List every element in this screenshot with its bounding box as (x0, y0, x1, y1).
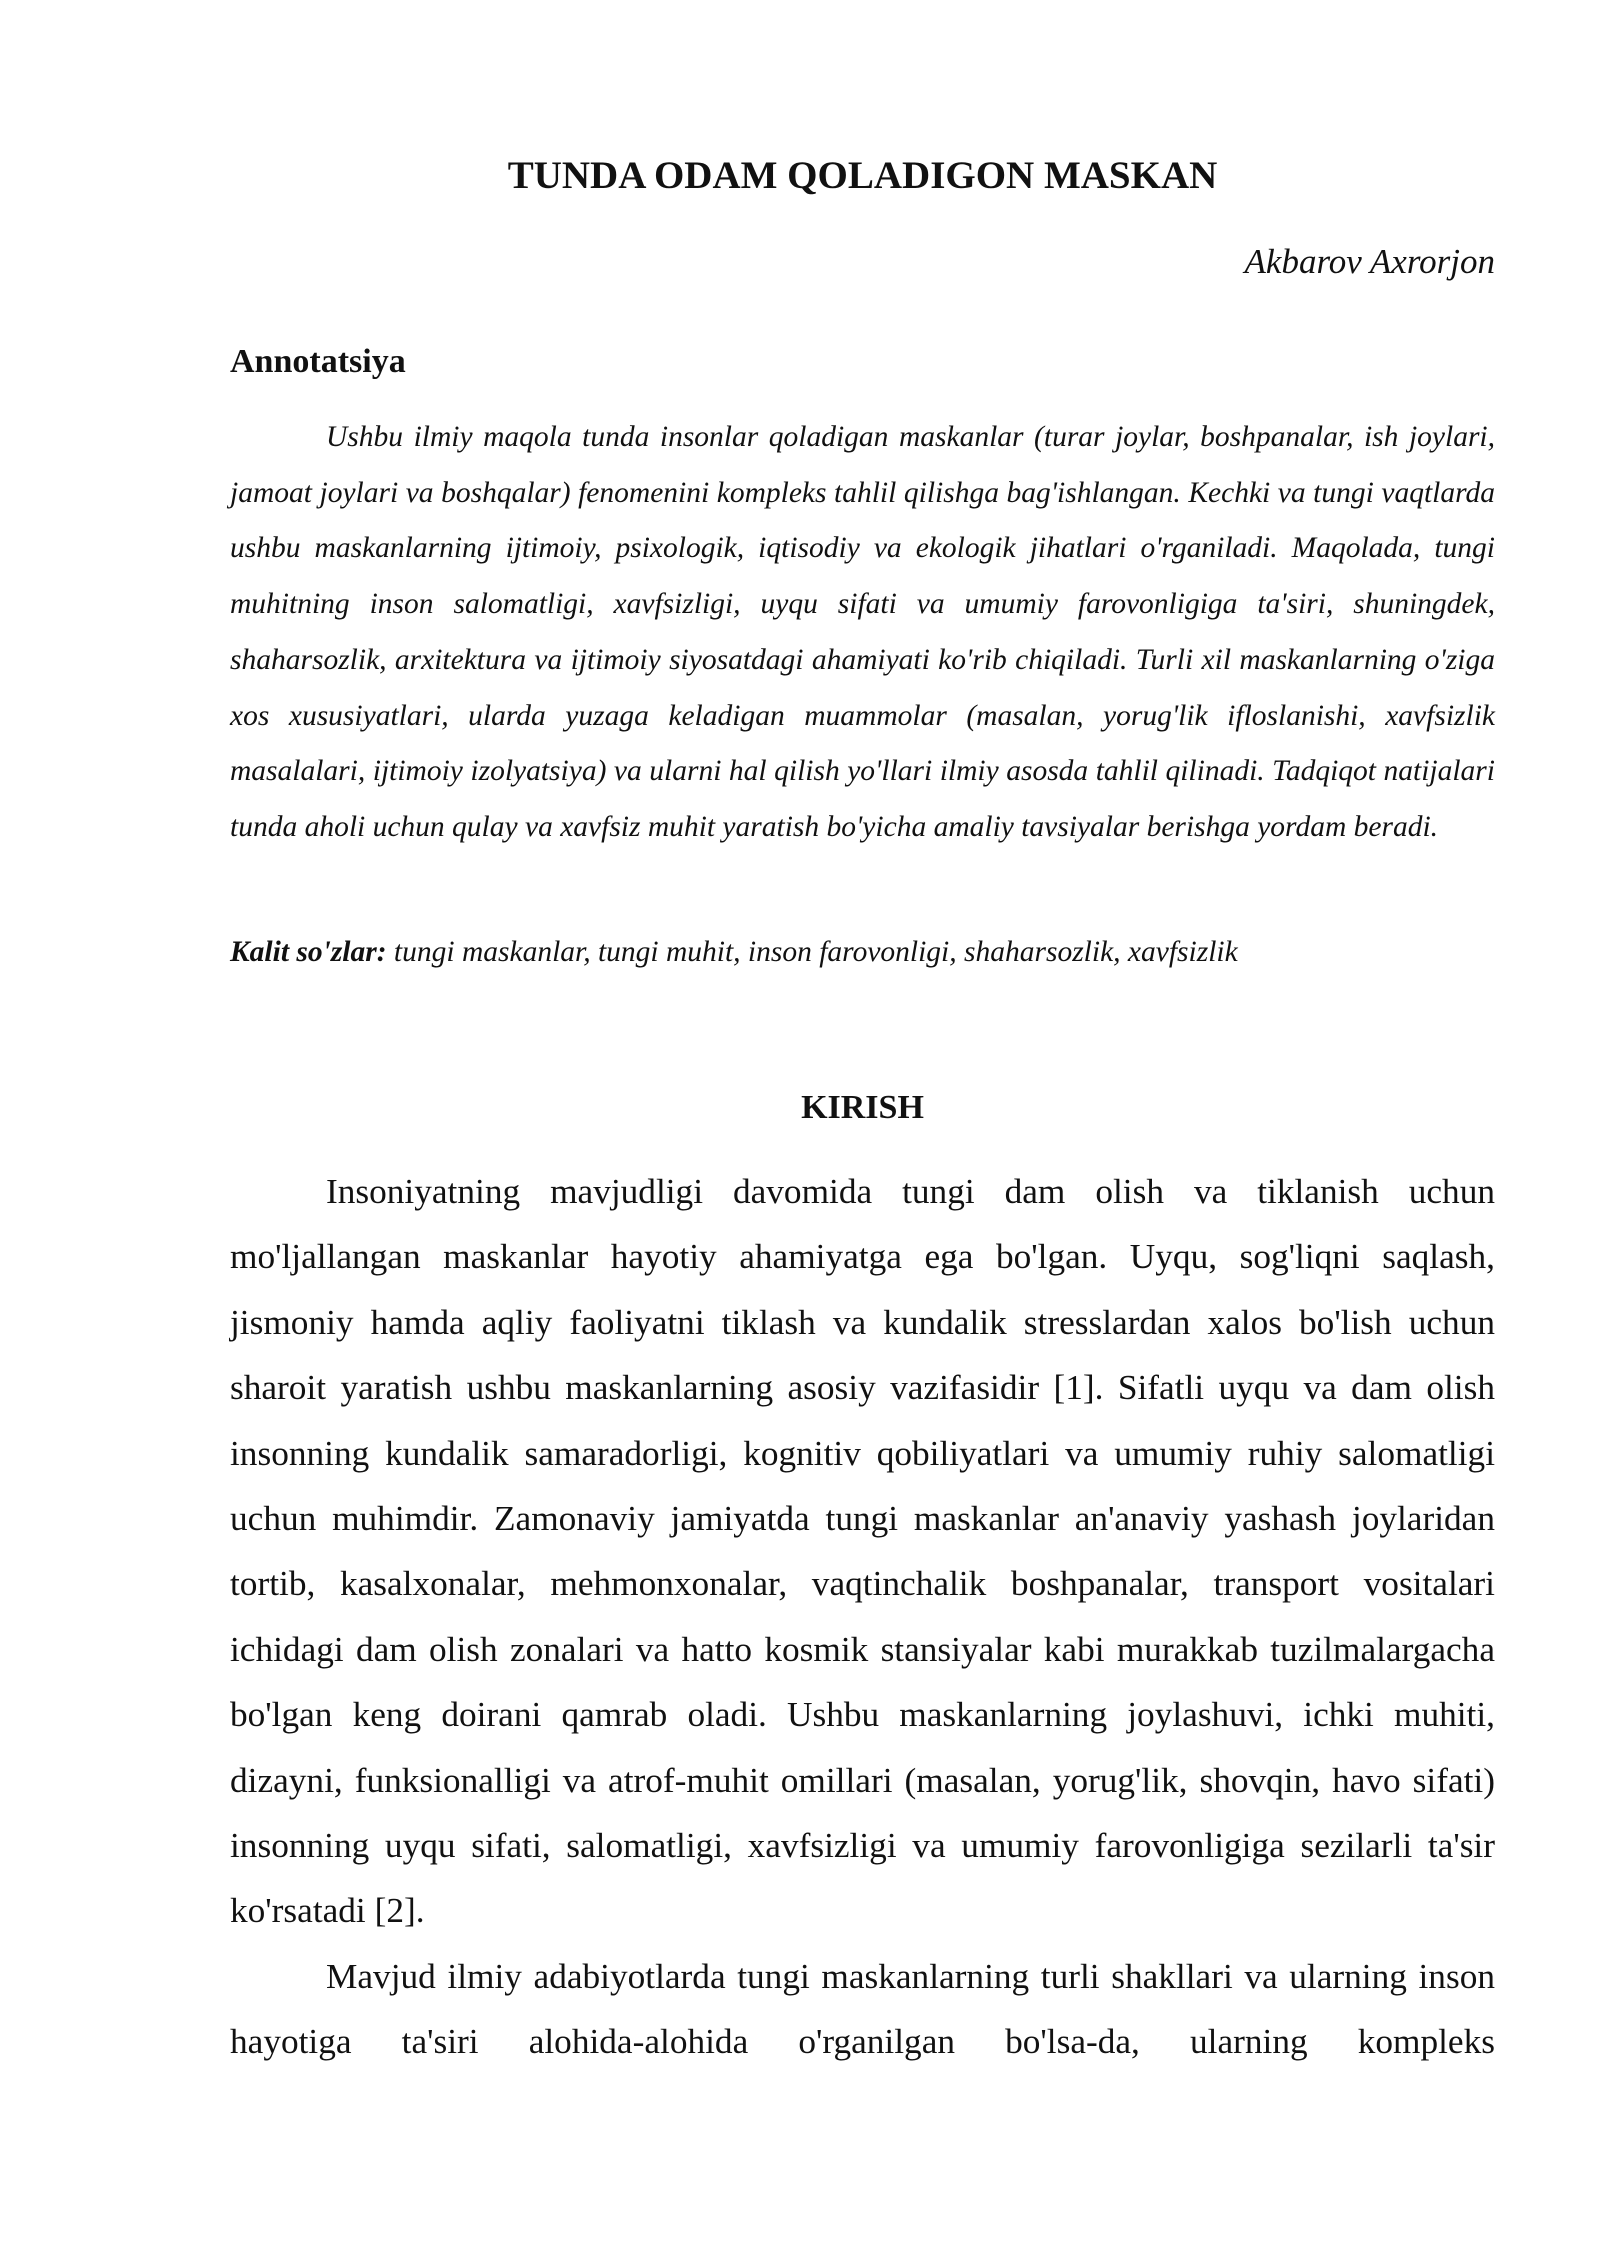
body-paragraph: Insoniyatning mavjudligi davomida tungi dam olish va tiklanish uchun mo'ljallangan maskanlar hayotiy ahamiyatga ega bo'lgan. Uyqu, sog'liqni saqlash, jismoniy hamda aqliy faoliyatni tiklash va kundalik stresslardan xalos bo'lish uchun sharoit yaratish ushbu maskanlarning asosiy vazifasidir [1]. Sifatli uyqu va dam olish insonning kundalik samaradorligi, kognitiv qobiliyatlari va umumiy ruhiy salomatligi uchun muhimdir. Zamonaviy jamiyatda tungi maskanlar an'anaviy yashash joylaridan tortib, kasalxonalar, mehmonxonalar, vaqtinchalik boshpanalar, transport vositalari ichidagi dam olish zonalari va hatto kosmik stansiyalar kabi murakkab tuzilmalargacha bo'lgan keng doirani qamrab oladi. Ushbu maskanlarning joylashuvi, ichki muhiti, dizayni, funksionalligi va atrof-muhit omillari (masalan, yorug'lik, shovqin, havo sifati) insonning uyqu sifati, salomatligi, xavfsizligi va umumiy farovonligiga sezilarli ta'sir ko'rsatadi [2]. (230, 1172, 1495, 1931)
keywords-list: tungi maskanlar, tungi muhit, inson farovonligi, shaharsozlik, xavfsizlik (386, 936, 1238, 968)
keywords-line (230, 930, 1495, 974)
keywords-label: Kalit so'zlar: (230, 936, 387, 968)
body-paragraph: Mavjud ilmiy adabiyotlarda tungi maskanlarning turli shakllari va ularning inson hayotiga ta'siri alohida-alohida o'rganilgan bo'lsa-da, ularning kompleks (230, 1957, 1495, 2062)
section-heading-kirish: KIRISH (801, 1089, 924, 1126)
annotation-heading: Annotatsiya (230, 343, 406, 380)
author-name: Akbarov Axrorjon (1244, 242, 1495, 281)
abstract-text: Ushbu ilmiy maqola tunda insonlar qoladigan maskanlar (turar joylar, boshpanalar, ish joylari, jamoat joylari va boshqalar) fenomenini kompleks tahlil qilishga bag'ishlangan. Kechki va tungi vaqtlarda ushbu maskanlarning ijtimoiy, psixologik, iqtisodiy va ekologik jihatlari o'rganiladi. Maqolada, tungi muhitning inson salomatligi, xavfsizligi, uyqu sifati va umumiy farovonligiga ta'siri, shuningdek, shaharsozlik, arxitektura va ijtimoiy siyosatdagi ahamiyati ko'rib chiqiladi. Turli xil maskanlarning o'ziga xos xususiyatlari, ularda yuzaga keladigan muammolar (masalan, yorug'lik ifloslanishi, xavfsizlik masalalari, ijtimoiy izolyatsiya) va ularni hal qilish yo'llari ilmiy asosda tahlil qilinadi. Tadqiqot natijalari tunda aholi uchun qulay va xavfsiz muhit yaratish bo'yicha amaliy tavsiyalar berishga yordam beradi. (230, 421, 1495, 843)
document-title: TUNDA ODAM QOLADIGON MASKAN (507, 154, 1218, 197)
